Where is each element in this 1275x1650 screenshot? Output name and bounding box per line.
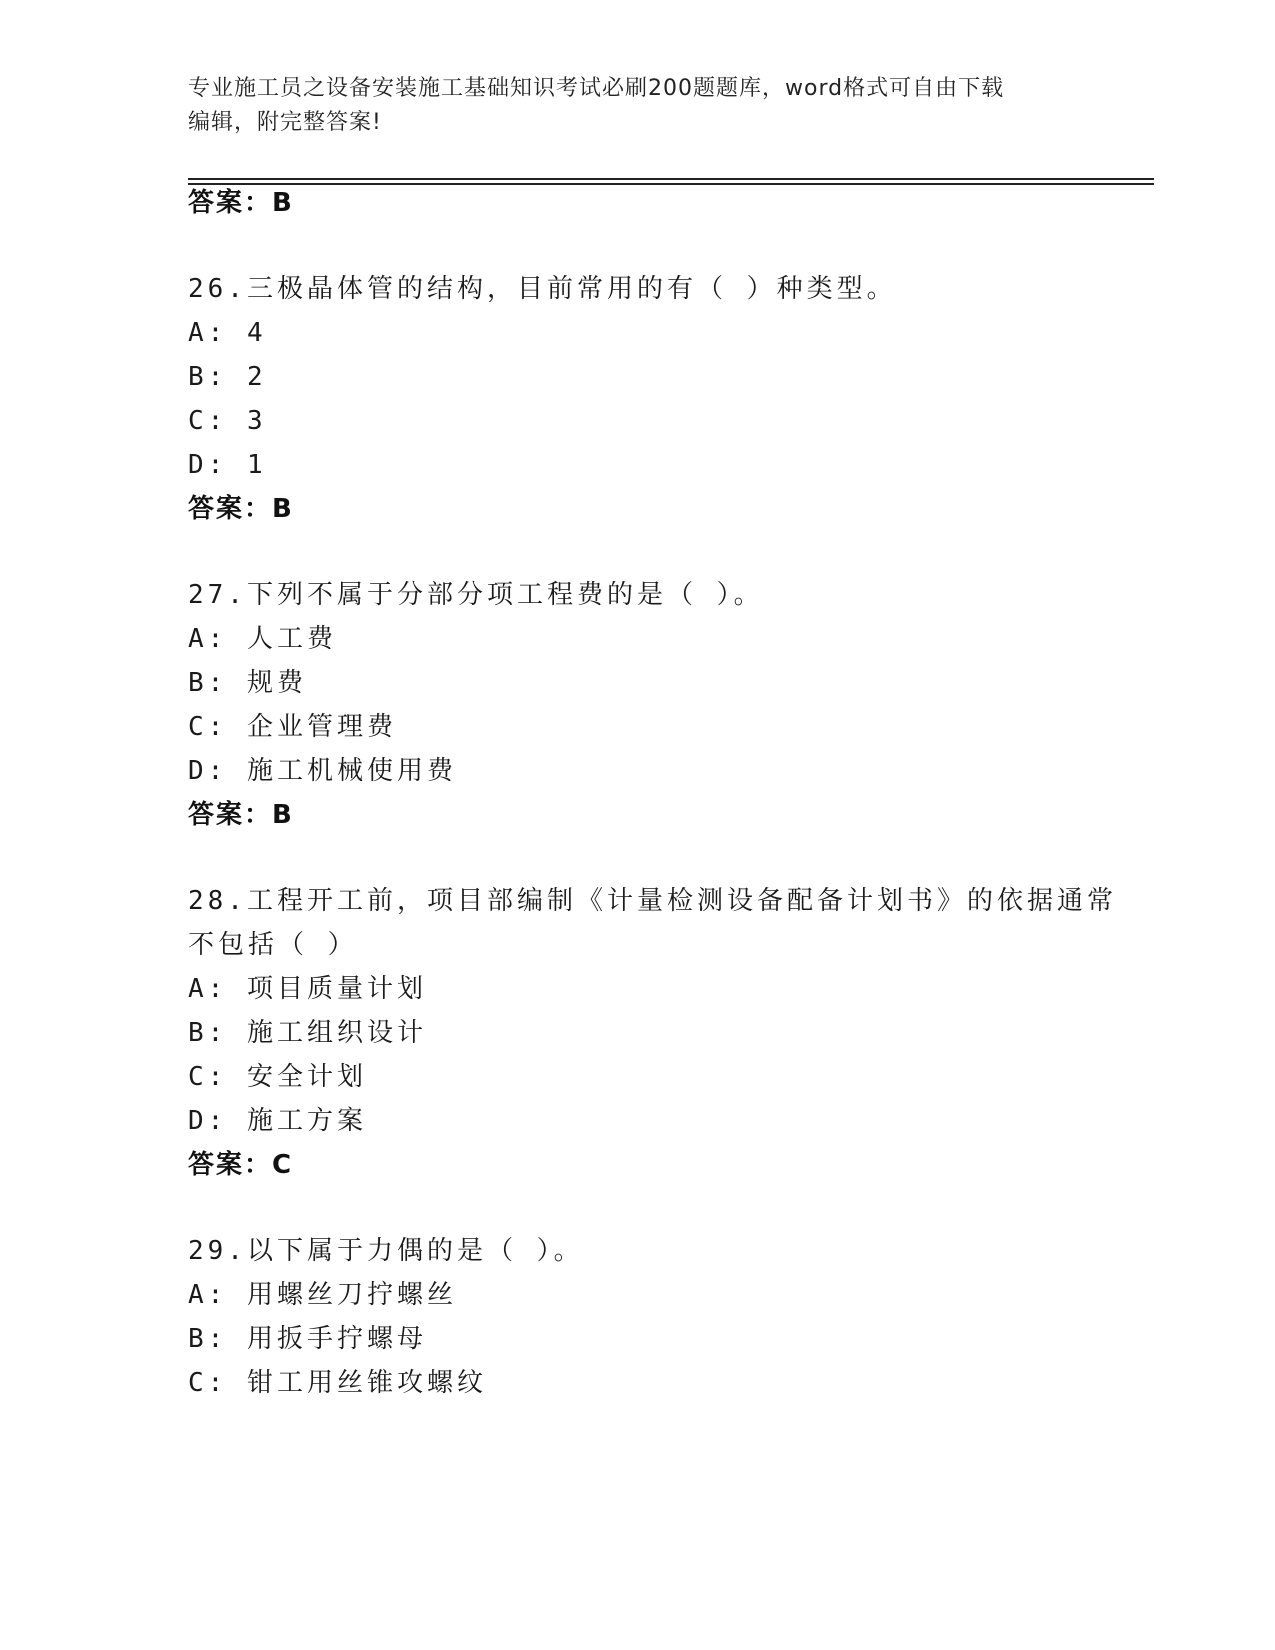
- question-28-option-c: C: 安全计划: [188, 1062, 367, 1092]
- question-28-option-a: A: 项目质量计划: [188, 974, 427, 1004]
- question-28-answer: 答案：C: [188, 1150, 294, 1180]
- question-29-option-b: B: 用扳手拧螺母: [188, 1324, 427, 1354]
- question-27-stem: 27.下列不属于分部分项工程费的是（ ）。: [188, 580, 764, 610]
- previous-answer: 答案：B: [188, 188, 294, 218]
- question-29-option-c: C: 钳工用丝锥攻螺纹: [188, 1368, 487, 1398]
- question-26-answer: 答案：B: [188, 494, 294, 524]
- question-27-option-d: D: 施工机械使用费: [188, 756, 457, 786]
- header-line-2: 编辑，附完整答案!: [188, 110, 382, 135]
- question-27-option-c: C: 企业管理费: [188, 712, 397, 742]
- header-divider-top: [188, 178, 1154, 180]
- question-28-stem: 28.工程开工前，项目部编制《计量检测设备配备计划书》的依据通常: [188, 886, 1117, 916]
- question-28-option-d: D: 施工方案: [188, 1106, 367, 1136]
- question-29-stem: 29.以下属于力偶的是（ ）。: [188, 1236, 584, 1266]
- question-28-stem-continued: 不包括（ ）: [188, 930, 358, 960]
- document-header: [188, 72, 1088, 140]
- question-26-stem: 26.三极晶体管的结构，目前常用的有（ ）种类型。: [188, 274, 897, 304]
- question-26-option-a: A: 4: [188, 318, 267, 348]
- question-26-option-c: C: 3: [188, 406, 267, 436]
- question-28-option-b: B: 施工组织设计: [188, 1018, 427, 1048]
- question-27-option-b: B: 规费: [188, 668, 307, 698]
- question-29-option-a: A: 用螺丝刀拧螺丝: [188, 1280, 457, 1310]
- question-26-option-b: B: 2: [188, 362, 267, 392]
- header-line-1: 专业施工员之设备安装施工基础知识考试必刷200题题库，word格式可自由下载: [188, 76, 1005, 101]
- question-26-option-d: D: 1: [188, 450, 267, 480]
- header-divider-bottom: [188, 183, 1154, 185]
- question-27-option-a: A: 人工费: [188, 624, 337, 654]
- question-27-answer: 答案：B: [188, 800, 294, 830]
